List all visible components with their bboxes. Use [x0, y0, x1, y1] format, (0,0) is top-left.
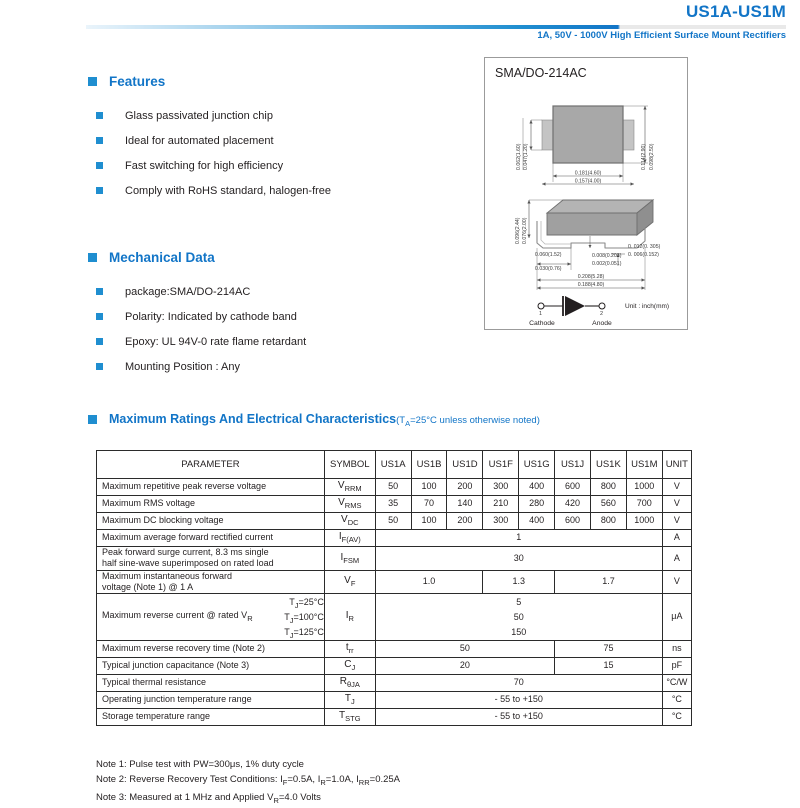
cell-value: 50	[375, 479, 411, 496]
cell-value: 1000	[626, 479, 662, 496]
row-symbol: $I_{FSM}$	[324, 547, 375, 571]
list-item	[88, 178, 448, 203]
cell-value: 560	[590, 496, 626, 513]
feature-text: Ideal for automated placement	[125, 134, 274, 147]
row-symbol: $R_{\theta JA}$	[324, 675, 375, 692]
cell-unit: °C	[662, 692, 691, 709]
cell-value-span: 1	[375, 530, 662, 547]
cell-value: 100	[411, 479, 447, 496]
row-parameter-line2: half sine-wave superimposed on rated load	[102, 558, 274, 569]
cell-value-span: 15	[555, 658, 663, 675]
row-parameter	[97, 594, 325, 641]
cell-unit: ns	[662, 641, 691, 658]
dim-standoff-min: 0. 006(0.152)	[628, 252, 659, 258]
package-outline-drawing	[484, 57, 688, 330]
mechanical-heading	[88, 250, 448, 265]
mechanical-text: Mounting Position : Any	[125, 360, 240, 373]
dim-lead-len-max: 0.060(1.52)	[535, 252, 562, 258]
bullet-square-icon	[96, 363, 103, 370]
temp-condition: $T_J=100^\circ C$	[284, 611, 324, 625]
list-item	[88, 329, 448, 354]
row-parameter: Typical thermal resistance	[97, 675, 325, 692]
cell-unit: V	[662, 479, 691, 496]
feature-text: Comply with RoHS standard, halogen-free	[125, 184, 332, 197]
row-symbol: $I_{F(AV)}$	[324, 530, 375, 547]
dim-side-thick-max: 0.096(2.44)	[515, 217, 521, 244]
row-parameter-line1: Maximum instantaneous forward	[102, 570, 233, 581]
note-2: Note 2: Reverse Recovery Test Conditions: $I_F=0.5A$, $I_R=1.0A$, $I_{RR}=0.25A$	[96, 774, 401, 787]
row-parameter-line1: Peak forward surge current, 8.3 ms single	[102, 547, 269, 557]
bullet-square-icon	[96, 162, 103, 169]
list-item	[88, 128, 448, 153]
list-item	[88, 354, 448, 379]
row-parameter-text: Maximum reverse current @ rated $V_R$	[102, 610, 253, 624]
cell-value-span: 20	[375, 658, 554, 675]
blue-square-icon	[88, 77, 97, 86]
list-item	[88, 279, 448, 304]
dim-lead-len-min: 0.030(0.76)	[535, 266, 562, 272]
row-symbol: $V_F$	[324, 570, 375, 594]
cell-value: 50	[513, 611, 524, 622]
dim-top-body-max: 0.114(2.90)	[641, 143, 647, 170]
cell-value: 100	[411, 513, 447, 530]
cell-value-span: 1.0	[375, 570, 483, 594]
cell-value: 300	[483, 513, 519, 530]
pin-number-2: 2	[600, 311, 604, 317]
package-drawing-svg	[485, 58, 687, 329]
row-parameter	[97, 570, 325, 594]
dim-lead-thk-min: 0.002(0.051)	[592, 261, 622, 267]
row-symbol: $V_{RMS}$	[324, 496, 375, 513]
table-row	[97, 692, 692, 709]
cell-value-span: - 55 to +150	[375, 692, 662, 709]
cell-value-span: 1.3	[483, 570, 555, 594]
cell-unit: V	[662, 570, 691, 594]
cell-value: 280	[519, 496, 555, 513]
row-symbol: $C_J$	[324, 658, 375, 675]
cell-value-span: 50	[375, 641, 554, 658]
dim-overall-max: 0.208(5.28)	[577, 274, 605, 280]
col-us1k: US1K	[590, 451, 626, 479]
cell-value-span: 70	[375, 675, 662, 692]
dim-top-height-min: 0.047(1.20)	[523, 143, 529, 170]
features-heading-label: Features	[109, 74, 166, 89]
mechanical-text: package:SMA/DO-214AC	[125, 285, 251, 298]
cell-unit: A	[662, 530, 691, 547]
cell-value: 420	[555, 496, 591, 513]
ratings-condition-label: ($T_A=25^\circ C$ unless otherwise noted)	[396, 415, 540, 428]
pin-number-1: 1	[539, 311, 543, 317]
list-item	[88, 304, 448, 329]
dim-top-body-min: 0.098(2.50)	[649, 143, 655, 170]
header-gradient-rule	[86, 25, 786, 29]
specifications-table	[96, 450, 692, 726]
part-description-subtitle: 1A, 50V - 1000V High Efficient Surface Mount Rectifiers	[537, 30, 786, 41]
ratings-heading-text	[109, 410, 540, 428]
col-parameter: PARAMETER	[97, 451, 325, 479]
table-row	[97, 530, 692, 547]
cell-value: 5	[516, 596, 522, 607]
cell-unit: A	[662, 547, 691, 571]
mechanical-text: Epoxy: UL 94V-0 rate flame retardant	[125, 335, 307, 348]
list-item	[88, 103, 448, 128]
cell-value: 35	[375, 496, 411, 513]
col-us1j: US1J	[555, 451, 591, 479]
row-parameter: Maximum repetitive peak reverse voltage	[97, 479, 325, 496]
cell-unit: °C	[662, 709, 691, 726]
col-us1f: US1F	[483, 451, 519, 479]
row-symbol: $T_J$	[324, 692, 375, 709]
row-symbol: $V_{DC}$	[324, 513, 375, 530]
cell-unit: °C/W	[662, 675, 691, 692]
bullet-square-icon	[96, 187, 103, 194]
blue-square-icon	[88, 415, 97, 424]
dim-top-width-max: 0.181(4.60)	[574, 170, 602, 177]
row-parameter: Maximum RMS voltage	[97, 496, 325, 513]
feature-text: Fast switching for high efficiency	[125, 159, 284, 172]
features-list	[88, 103, 448, 203]
table-row	[97, 675, 692, 692]
cell-value: 70	[411, 496, 447, 513]
dim-standoff-max: 0. 012(0. 305)	[628, 244, 661, 250]
features-section	[88, 74, 448, 203]
cell-value: 600	[555, 513, 591, 530]
blue-square-icon	[88, 253, 97, 262]
page-header	[0, 0, 800, 48]
ratings-title-label: Maximum Ratings And Electrical Characteristics	[109, 412, 397, 426]
cell-value: 200	[447, 513, 483, 530]
dim-overall-min: 0.188(4.80)	[577, 282, 605, 288]
col-us1a: US1A	[375, 451, 411, 479]
row-symbol: $T_{STG}$	[324, 709, 375, 726]
table-row	[97, 547, 692, 571]
anode-label: Anode	[592, 320, 612, 327]
package-drawing-title: SMA/DO-214AC	[495, 66, 587, 80]
note-1: Note 1: Pulse test with PW=300μs, 1% duty cycle	[96, 759, 304, 770]
col-unit: UNIT	[662, 451, 691, 479]
mechanical-heading-label: Mechanical Data	[109, 250, 215, 265]
feature-text: Glass passivated junction chip	[125, 109, 273, 122]
cell-value: 800	[590, 479, 626, 496]
note-3: Note 3: Measured at 1 MHz and Applied $V_R=4.0$ Volts	[96, 791, 321, 805]
cell-value-span: 30	[375, 547, 662, 571]
cell-value: 1000	[626, 513, 662, 530]
cell-value: 50	[375, 513, 411, 530]
cell-value-span: 1.7	[555, 570, 663, 594]
col-symbol: SYMBOL	[324, 451, 375, 479]
temp-conditions	[284, 595, 324, 640]
table-row	[97, 658, 692, 675]
row-parameter: Typical junction capacitance (Note 3)	[97, 658, 325, 675]
row-parameter: Maximum reverse recovery time (Note 2)	[97, 641, 325, 658]
row-parameter: Operating junction temperature range	[97, 692, 325, 709]
row-parameter	[97, 547, 325, 571]
cell-value: 400	[519, 479, 555, 496]
table-row	[97, 709, 692, 726]
row-parameter: Maximum DC blocking voltage	[97, 513, 325, 530]
cell-value: 400	[519, 513, 555, 530]
cell-value: 700	[626, 496, 662, 513]
row-symbol: $t_{rr}$	[324, 641, 375, 658]
col-us1b: US1B	[411, 451, 447, 479]
cathode-label: Cathode	[529, 320, 555, 327]
dim-top-height-max: 0.062(1.60)	[516, 143, 522, 170]
dim-side-thick-min: 0.076(2.00)	[522, 217, 528, 244]
features-heading	[88, 74, 448, 89]
footnotes	[96, 757, 400, 808]
table-row	[97, 594, 692, 641]
cell-unit: μA	[662, 594, 691, 641]
cell-value: 210	[483, 496, 519, 513]
cell-value: 140	[447, 496, 483, 513]
temp-condition: $T_J=25^\circ C$	[289, 596, 324, 610]
cell-value: 300	[483, 479, 519, 496]
unit-note: Unit : inch(mm)	[625, 303, 670, 310]
table-row	[97, 641, 692, 658]
dim-lead-thk-max: 0.008(0.203)	[592, 253, 622, 259]
mechanical-data-section	[88, 250, 448, 379]
cell-value: 800	[590, 513, 626, 530]
table-header-row	[97, 451, 692, 479]
list-item	[88, 153, 448, 178]
cell-value: 150	[511, 626, 527, 637]
cell-unit: V	[662, 496, 691, 513]
col-us1d: US1D	[447, 451, 483, 479]
row-parameter: Maximum average forward rectified current	[97, 530, 325, 547]
cell-unit: V	[662, 513, 691, 530]
mechanical-text: Polarity: Indicated by cathode band	[125, 310, 297, 323]
cell-value-span: - 55 to +150	[375, 709, 662, 726]
table-row	[97, 479, 692, 496]
cell-unit: pF	[662, 658, 691, 675]
temp-condition: $T_J=125^\circ C$	[284, 626, 324, 640]
bullet-square-icon	[96, 338, 103, 345]
row-symbol: $I_R$	[324, 594, 375, 641]
cell-value: 600	[555, 479, 591, 496]
bullet-square-icon	[96, 137, 103, 144]
col-us1g: US1G	[519, 451, 555, 479]
table-row	[97, 496, 692, 513]
col-us1m: US1M	[626, 451, 662, 479]
dim-top-width-min: 0.157(4.00)	[574, 178, 602, 185]
row-symbol: $V_{RRM}$	[324, 479, 375, 496]
ratings-heading	[88, 410, 540, 428]
table-row	[97, 570, 692, 594]
row-parameter-line2: voltage (Note 1) @ 1 A	[102, 581, 194, 592]
cell-value: 200	[447, 479, 483, 496]
table-row	[97, 513, 692, 530]
cell-value-stack	[375, 594, 662, 641]
row-parameter: Storage temperature range	[97, 709, 325, 726]
cell-value-span: 75	[555, 641, 663, 658]
bullet-square-icon	[96, 288, 103, 295]
bullet-square-icon	[96, 313, 103, 320]
part-number-title: US1A-US1M	[685, 2, 786, 21]
bullet-square-icon	[96, 112, 103, 119]
mechanical-list	[88, 279, 448, 379]
